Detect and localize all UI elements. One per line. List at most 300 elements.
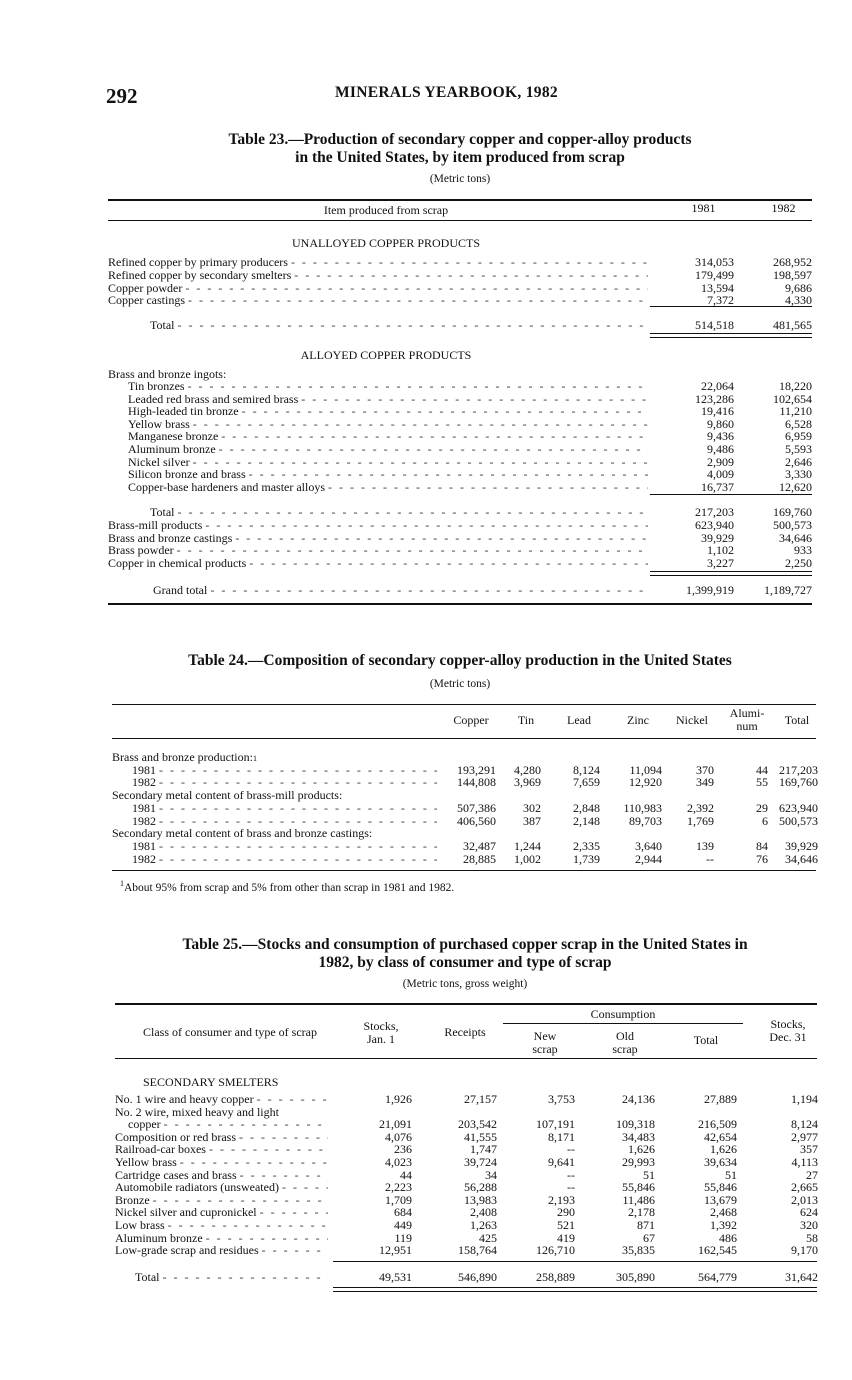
table25-cell-stocks-jan: 21,091 xyxy=(379,1117,412,1132)
table25-cell-stocks-dec: 4,113 xyxy=(791,1155,818,1169)
table23-ingot-row-1982: 102,654 xyxy=(773,391,812,406)
table23-other-row-1981: 623,940 xyxy=(695,518,734,532)
table25-cell-stocks-dec: 320 xyxy=(800,1218,818,1232)
table23-ingot-row-1981: 4,009 xyxy=(707,467,734,482)
table25-cell-total: 216,509 xyxy=(698,1117,737,1132)
table24-bottom-rule xyxy=(112,870,816,871)
table23-unalloyed-total-row-label-text: Total xyxy=(150,319,175,332)
table25-cell-stocks-jan: 4,023 xyxy=(385,1155,412,1169)
table25-col-old-scrap xyxy=(586,1030,664,1056)
table23-unalloyed-row-label xyxy=(108,282,648,295)
table25-total-row xyxy=(0,1271,852,1284)
table25-cell-stocks-jan: 236 xyxy=(394,1142,412,1157)
table23-ingot-row-label-leader xyxy=(193,456,648,469)
table23-subtotal-rule xyxy=(650,306,812,307)
table25-cell-old-scrap: 34,483 xyxy=(622,1129,655,1144)
table24-year xyxy=(132,776,437,789)
table23-other-row-1982: 2,250 xyxy=(785,555,812,570)
table25-cell-stocks-jan: 44 xyxy=(400,1167,412,1182)
table24-cell-nickel: 2,392 xyxy=(687,800,714,815)
table24-data-row xyxy=(0,840,852,853)
table24-cell-nickel: 370 xyxy=(696,762,714,777)
table25-cell-receipts: 41,555 xyxy=(464,1129,497,1144)
table23-ingot-row-label-leader xyxy=(219,443,648,456)
table25-row-label-text: Yellow brass xyxy=(115,1156,177,1169)
table23-ingot-row-label-leader xyxy=(221,430,648,443)
table25-cell-receipts: 425 xyxy=(479,1230,497,1245)
table25-cell-total: 13,679 xyxy=(704,1192,737,1207)
table23-grand-total-row xyxy=(0,584,852,597)
table23-total-rule-b xyxy=(650,337,812,338)
table25-row-label-leader xyxy=(153,1194,328,1207)
table24-data-row xyxy=(0,853,852,866)
table25-cell-stocks-dec: 58 xyxy=(806,1230,818,1245)
table24-unit: (Metric tons) xyxy=(429,678,491,690)
table23-unalloyed-row-1982: 9,686 xyxy=(785,280,812,295)
table24-year xyxy=(132,802,437,815)
table24-cell-lead: 1,739 xyxy=(573,851,600,866)
table24-cell-copper: 28,885 xyxy=(463,851,496,866)
table25-row-label xyxy=(115,1206,328,1219)
table25-row-label xyxy=(128,1118,328,1131)
table24-year xyxy=(132,764,437,777)
table23-ingots-total-row-label xyxy=(150,506,648,519)
table23-unalloyed-row-label-leader xyxy=(291,256,648,269)
table25-row-label xyxy=(115,1093,328,1106)
table23-ingots-heading: Brass and bronze ingots: xyxy=(108,368,227,381)
table23-unalloyed-row-label-text: Copper castings xyxy=(108,294,185,308)
table24-group-heading-row xyxy=(0,789,852,802)
table23-ingot-row-1982: 6,959 xyxy=(785,429,812,444)
table25-cell-total: 42,654 xyxy=(704,1129,737,1144)
table25-cell-old-scrap: 51 xyxy=(643,1167,655,1182)
table25-cell-new-scrap: -- xyxy=(567,1142,575,1157)
table23-unalloyed-row xyxy=(0,269,852,282)
table23-unalloyed-row-1981: 13,594 xyxy=(701,280,734,295)
new-scrap-line1: New xyxy=(533,1029,557,1043)
table24-cell-total: 217,203 xyxy=(779,762,818,777)
table23-ingot-row-label-text: Tin bronzes xyxy=(128,380,185,393)
table23-ingot-row-label xyxy=(128,418,648,431)
table23-grand-total-row-label-text: Grand total xyxy=(153,584,208,597)
table23-alloyed-heading: ALLOYED COPPER PRODUCTS xyxy=(300,348,472,362)
table25-cell-new-scrap: 2,193 xyxy=(548,1192,575,1207)
table25-cell-new-scrap: 3,753 xyxy=(548,1092,575,1106)
old-scrap-line2: scrap xyxy=(612,1042,638,1056)
table23-title-line2: in the United States, by item produced from scrap xyxy=(295,149,625,166)
table23-ingot-row-1981: 9,486 xyxy=(707,442,734,456)
table23-unalloyed-row-1982: 4,330 xyxy=(785,293,812,308)
table23-unalloyed-row-label-leader xyxy=(185,282,648,295)
table24-col-nickel: Nickel xyxy=(676,713,708,727)
table23-other-row-label-text: Copper in chemical products xyxy=(108,556,247,570)
table25-total-stocks-jan: 49,531 xyxy=(379,1270,412,1284)
table23-ingot-row-1982: 18,220 xyxy=(779,379,812,393)
table25-row-label-text: Bronze xyxy=(115,1193,150,1207)
table25-cell-stocks-dec: 2,013 xyxy=(791,1192,818,1207)
table23-ingots-total-row-label-text: Total xyxy=(150,506,175,519)
table24-col-lead: Lead xyxy=(567,713,591,727)
table24-cell-tin: 302 xyxy=(523,800,541,815)
table24-cell-nickel: -- xyxy=(706,851,714,866)
stocks-dec-line2: Dec. 31 xyxy=(769,1030,807,1044)
table23-grand-total-row-1981: 1,399,919 xyxy=(686,583,734,597)
table24-data-row xyxy=(0,802,852,815)
footnote-text: About 95% from scrap and 5% from other than scrap in 1981 and 1982. xyxy=(124,881,455,894)
table23-total-rule-a xyxy=(650,333,812,334)
table24-cell-copper: 144,808 xyxy=(457,775,496,790)
table23-other-row-label-leader xyxy=(177,544,648,557)
table25-total-old-scrap: 305,890 xyxy=(616,1270,655,1284)
table24-cell-aluminum: 76 xyxy=(756,851,768,866)
table25-cell-receipts: 158,764 xyxy=(458,1243,497,1258)
table25-total-stocks-dec: 31,642 xyxy=(785,1270,818,1284)
table24-group-label-text: Secondary metal content of brass-mill products: xyxy=(112,789,343,803)
table23-other-row-label-leader xyxy=(235,532,648,545)
table23-grand-rule-b xyxy=(650,575,812,576)
table25-cell-stocks-jan: 449 xyxy=(394,1218,412,1232)
table24-group-heading-row xyxy=(0,827,852,840)
table24-cell-total: 34,646 xyxy=(785,851,818,866)
table23-unalloyed-row-label xyxy=(108,269,648,282)
table23-ingot-row-1982: 12,620 xyxy=(779,479,812,494)
table25-cell-old-scrap: 871 xyxy=(637,1218,655,1232)
table23-other-row-1981: 3,227 xyxy=(707,555,734,570)
table25-cell-old-scrap: 2,178 xyxy=(628,1205,655,1220)
table24-cell-zinc: 2,944 xyxy=(635,851,662,866)
table24-cell-total: 39,929 xyxy=(785,838,818,853)
table23-unalloyed-row-1981: 179,499 xyxy=(695,267,734,282)
table24-group-heading-row xyxy=(0,751,852,764)
table24-cell-nickel: 349 xyxy=(696,775,714,790)
table24-year xyxy=(132,853,437,866)
footnote-mark: 1 xyxy=(120,879,124,888)
table25-row-label-leader xyxy=(239,1131,328,1144)
table25-row-label-text: Automobile radiators (unsweated) xyxy=(115,1181,279,1195)
table24-cell-lead: 8,124 xyxy=(573,762,600,777)
table25-row-label xyxy=(115,1106,328,1119)
table23-grand-total-row-label-leader xyxy=(210,584,648,597)
table24-cell-zinc: 12,920 xyxy=(629,775,662,790)
table23-ingot-row-1982: 2,646 xyxy=(785,454,812,469)
table25-top-rule xyxy=(115,1003,817,1005)
table23-ingots-rule xyxy=(650,494,812,495)
table25-cell-total: 2,468 xyxy=(710,1205,737,1220)
table23-grand-total-row-label xyxy=(153,584,648,597)
table24-cell-aluminum: 84 xyxy=(756,838,768,853)
table24-cell-total: 500,573 xyxy=(779,813,818,828)
table25-total-new-scrap: 258,889 xyxy=(536,1270,575,1284)
table24-data-row xyxy=(0,815,852,828)
table23-ingots-total-row-label-leader xyxy=(178,506,649,519)
table25-total-total: 564,779 xyxy=(698,1270,737,1284)
table23-other-row-label xyxy=(108,544,648,557)
table23-unalloyed-total-row-label xyxy=(150,319,648,332)
table23-ingot-row-label-leader xyxy=(249,468,648,481)
table23-ingot-row-label-text: Manganese bronze xyxy=(128,430,219,444)
table23-col-1981: 1981 xyxy=(691,201,716,215)
table25-cell-receipts: 34 xyxy=(485,1167,497,1182)
table25-cell-new-scrap: 8,171 xyxy=(548,1129,575,1144)
table25-row-label-text: copper xyxy=(128,1118,161,1132)
table23-other-row-1982: 933 xyxy=(794,543,812,558)
table25-row-label xyxy=(115,1219,328,1232)
table25-data-row xyxy=(0,1093,852,1106)
table24-cell-aluminum: 6 xyxy=(762,813,768,828)
stocks-jan-line2: Jan. 1 xyxy=(367,1032,395,1046)
table25-cell-total: 486 xyxy=(719,1230,737,1245)
table23-ingot-row-label-leader xyxy=(242,405,648,418)
table25-cell-old-scrap: 109,318 xyxy=(616,1117,655,1132)
table25-cell-receipts: 1,747 xyxy=(470,1142,497,1157)
table23-ingot-row-label-leader xyxy=(301,393,648,406)
table25-cell-stocks-dec: 8,124 xyxy=(791,1117,818,1132)
table24-year-leader xyxy=(159,853,437,866)
table23-ingot-row-1981: 22,064 xyxy=(701,379,734,393)
table23-ingot-row-1981: 2,909 xyxy=(707,454,734,469)
table23-other-row-label xyxy=(108,557,648,570)
table25-consumption-rule xyxy=(503,1023,743,1024)
table23-unalloyed-row-1981: 314,053 xyxy=(695,255,734,269)
table23-ingot-row-label xyxy=(128,405,648,418)
table25-cell-stocks-dec: 9,170 xyxy=(791,1243,818,1258)
table24-year-text: 1982 xyxy=(132,776,156,790)
table25-row-label xyxy=(115,1194,328,1207)
table24-year-text: 1982 xyxy=(132,852,156,866)
table25-cell-receipts: 13,983 xyxy=(464,1192,497,1207)
table25-cell-total: 27,889 xyxy=(704,1092,737,1106)
table24-col-total: Total xyxy=(784,713,810,727)
table23-ingot-row-1981: 9,860 xyxy=(707,416,734,431)
table24-cell-lead: 7,659 xyxy=(573,775,600,790)
table24-cell-lead: 2,335 xyxy=(573,838,600,853)
table25-cell-new-scrap: 521 xyxy=(557,1218,575,1232)
table23-ingot-row-label-leader xyxy=(188,380,648,393)
table25-cell-total: 1,392 xyxy=(710,1218,737,1232)
table24-group-label-text: Brass and bronze production: xyxy=(112,751,253,764)
table23-unalloyed-row-1981: 7,372 xyxy=(707,293,734,308)
table25-cell-total: 1,626 xyxy=(710,1142,737,1157)
table25-row-label xyxy=(115,1169,328,1182)
table24-cell-total: 169,760 xyxy=(779,775,818,790)
table25-row-label xyxy=(115,1143,328,1156)
table25-cell-stocks-jan: 2,223 xyxy=(385,1180,412,1195)
table24-year-leader xyxy=(159,776,437,789)
table23-other-row-1981: 39,929 xyxy=(701,530,734,545)
table24-year xyxy=(132,815,437,828)
table24-col-tin: Tin xyxy=(517,713,535,727)
table25-col-new-scrap xyxy=(506,1030,584,1056)
table25-bottom-rule-b xyxy=(333,1291,817,1292)
table23-other-row-label-text: Brass and bronze castings xyxy=(108,531,233,545)
table25-col-class: Class of consumer and type of scrap xyxy=(143,1025,317,1039)
table23-ingot-row-label-text: Leaded red brass and semired brass xyxy=(128,392,299,406)
table23-ingot-row-label xyxy=(128,468,648,481)
table23-ingots-total-row-1982: 169,760 xyxy=(773,505,812,519)
table23-ingot-row-1982: 5,593 xyxy=(785,442,812,456)
table23-ingot-row-label-text: Yellow brass xyxy=(128,417,190,431)
table23-ingot-row-1982: 11,210 xyxy=(779,404,812,419)
table23-other-row-1981: 1,102 xyxy=(707,543,734,558)
table24-cell-tin: 3,969 xyxy=(514,775,541,790)
table24-cell-nickel: 139 xyxy=(696,838,714,853)
table25-cell-receipts: 56,288 xyxy=(464,1180,497,1195)
table25-cell-stocks-dec: 1,194 xyxy=(791,1092,818,1106)
table23-unalloyed-row-label-leader xyxy=(294,269,648,282)
table23-ingot-row-1981: 19,416 xyxy=(701,404,734,419)
table23-unalloyed-row-label-leader xyxy=(188,294,648,307)
table23-ingot-row-label-text: Copper-base hardeners and master alloys xyxy=(128,480,326,494)
table23-unalloyed-total-row-1982: 481,565 xyxy=(773,318,812,332)
table24-cell-tin: 1,002 xyxy=(514,851,541,866)
table23-unalloyed-row-1982: 198,597 xyxy=(773,267,812,282)
table25-row-label xyxy=(115,1244,328,1257)
table23-ingot-row-label xyxy=(128,430,648,443)
table23-ingot-row-label-text: Nickel silver xyxy=(128,455,190,469)
table25-cell-receipts: 2,408 xyxy=(470,1205,497,1220)
table25-col-stocks-jan xyxy=(345,1020,417,1046)
table24-cell-nickel: 1,769 xyxy=(687,813,714,828)
table23-unalloyed-row-1982: 268,952 xyxy=(773,255,812,269)
table25-cell-old-scrap: 35,835 xyxy=(622,1243,655,1258)
table25-row-label-text: Railroad-car boxes xyxy=(115,1143,206,1157)
table25-total-rule xyxy=(333,1261,817,1262)
table25-bottom-rule-a xyxy=(333,1287,817,1288)
table25-cell-new-scrap: -- xyxy=(567,1167,575,1182)
table25-row-label-text: No. 2 wire, mixed heavy and light xyxy=(115,1105,279,1119)
table25-row-label-text: Aluminum bronze xyxy=(115,1231,203,1245)
table25-cell-stocks-jan: 119 xyxy=(394,1230,412,1245)
table25-cell-stocks-dec: 624 xyxy=(800,1205,818,1220)
table23-ingot-row-1982: 6,528 xyxy=(785,416,812,431)
table25-cell-stocks-dec: 2,977 xyxy=(791,1129,818,1144)
table24-cell-lead: 2,848 xyxy=(573,800,600,815)
table23-other-row-1982: 500,573 xyxy=(773,518,812,532)
table24-cell-copper: 32,487 xyxy=(463,838,496,853)
table25-cell-old-scrap: 55,846 xyxy=(622,1180,655,1195)
table23-ingot-row xyxy=(0,481,852,494)
old-scrap-line1: Old xyxy=(616,1029,634,1043)
table24-cell-aluminum: 44 xyxy=(756,762,768,777)
table25-cell-old-scrap: 67 xyxy=(643,1230,655,1245)
table23-col-item: Item produced from scrap xyxy=(323,203,449,217)
table24-col-copper: Copper xyxy=(453,713,489,727)
table23-unalloyed-row-label-text: Refined copper by secondary smelters xyxy=(108,268,292,282)
table24-cell-tin: 387 xyxy=(523,813,541,828)
table24-data-row xyxy=(0,776,852,789)
table25-data-row xyxy=(0,1244,852,1257)
table25-cell-stocks-jan: 12,951 xyxy=(379,1243,412,1258)
table23-ingot-row-label-leader xyxy=(328,481,648,494)
table24-header-rule xyxy=(112,738,816,739)
table25-row-label xyxy=(115,1181,328,1194)
table25-title-line1: Table 25.—Stocks and consumption of purchased copper scrap in the United States in xyxy=(182,936,748,953)
table25-col-receipts: Receipts xyxy=(444,1025,486,1039)
table25-col-consumption: Consumption xyxy=(590,1007,656,1021)
table25-cell-stocks-jan: 4,076 xyxy=(385,1129,412,1144)
table25-total-receipts: 546,890 xyxy=(458,1270,497,1284)
table24-cell-copper: 507,386 xyxy=(457,800,496,815)
table24-cell-copper: 193,291 xyxy=(457,762,496,777)
table23-ingot-row-1981: 16,737 xyxy=(701,479,734,494)
table25-cell-new-scrap: -- xyxy=(567,1180,575,1195)
table25-cell-total: 55,846 xyxy=(704,1180,737,1195)
table23-bottom-rule xyxy=(108,603,812,605)
table25-row-label-text: Composition or red brass xyxy=(115,1130,236,1144)
table25-row-label xyxy=(115,1131,328,1144)
table25-header-rule xyxy=(115,1058,817,1059)
table25-row-label-leader xyxy=(257,1093,328,1106)
table25-cell-stocks-dec: 357 xyxy=(800,1142,818,1157)
table25-row-label xyxy=(115,1156,328,1169)
table24-col-aluminum-1: Alumi- xyxy=(729,706,765,720)
table25-cell-stocks-jan: 684 xyxy=(394,1205,412,1220)
table23-grand-total-row-1982: 1,189,727 xyxy=(764,583,812,597)
table24-cell-total: 623,940 xyxy=(779,800,818,815)
table25-cell-old-scrap: 24,136 xyxy=(622,1092,655,1106)
table23-unalloyed-total-row xyxy=(0,319,852,332)
table25-cell-total: 51 xyxy=(725,1167,737,1182)
table23-unalloyed-row-label-text: Refined copper by primary producers xyxy=(108,256,288,269)
table25-cell-receipts: 1,263 xyxy=(470,1218,497,1232)
table25-row-label-text: No. 1 wire and heavy copper xyxy=(115,1093,254,1106)
table25-col-total: Total xyxy=(693,1033,719,1047)
table25-cell-new-scrap: 290 xyxy=(557,1205,575,1220)
table25-row-label-leader xyxy=(206,1232,328,1245)
new-scrap-line2: scrap xyxy=(532,1042,558,1056)
table24-year-leader xyxy=(159,815,437,828)
table25-total-label-leader xyxy=(163,1271,329,1284)
table23-ingot-row-1982: 3,330 xyxy=(785,467,812,482)
table23-ingot-row-label xyxy=(128,443,648,456)
table23-ingot-row-label xyxy=(128,456,648,469)
table23-ingot-row-label xyxy=(128,481,648,494)
table25-row-label-leader xyxy=(262,1244,328,1257)
table23-ingots-total-row-1981: 217,203 xyxy=(695,505,734,519)
table25-section-heading: SECONDARY SMELTERS xyxy=(143,1075,279,1089)
table24-col-aluminum-2: num xyxy=(736,719,758,733)
table23-header-rule xyxy=(108,220,812,221)
table25-cell-stocks-jan: 1,709 xyxy=(385,1192,412,1207)
table25-total-label xyxy=(135,1271,328,1284)
table24-cell-zinc: 110,983 xyxy=(623,800,662,815)
table23-other-row-label xyxy=(108,532,648,545)
table23-ingot-row-label xyxy=(128,380,648,393)
table25-row-label-leader xyxy=(240,1169,328,1182)
table23-other-row-1982: 34,646 xyxy=(779,530,812,545)
table23-other-row-label-text: Brass-mill products xyxy=(108,519,203,532)
table24-cell-aluminum: 55 xyxy=(756,775,768,790)
table24-year-text: 1981 xyxy=(132,763,156,777)
stocks-dec-line1: Stocks, xyxy=(770,1017,806,1031)
table23-other-row-label xyxy=(108,519,648,532)
table24-data-row xyxy=(0,764,852,777)
table23-ingot-row-1981: 9,436 xyxy=(707,429,734,444)
table25-cell-old-scrap: 29,993 xyxy=(622,1155,655,1169)
table23-other-row xyxy=(0,557,852,570)
table25-cell-new-scrap: 107,191 xyxy=(536,1117,575,1132)
table25-row-label xyxy=(115,1232,328,1245)
table23-other-row-label-text: Brass powder xyxy=(108,544,174,558)
table24-cell-tin: 4,280 xyxy=(514,762,541,777)
table25-row-label-leader xyxy=(168,1219,328,1232)
table23-unalloyed-row-label-text: Copper powder xyxy=(108,281,183,295)
table24-group-label xyxy=(112,789,342,802)
page-number: 292 xyxy=(106,84,138,108)
table25-row-label-leader xyxy=(282,1181,328,1194)
table24-cell-copper: 406,560 xyxy=(457,813,496,828)
table25-row-label-leader xyxy=(209,1143,328,1156)
